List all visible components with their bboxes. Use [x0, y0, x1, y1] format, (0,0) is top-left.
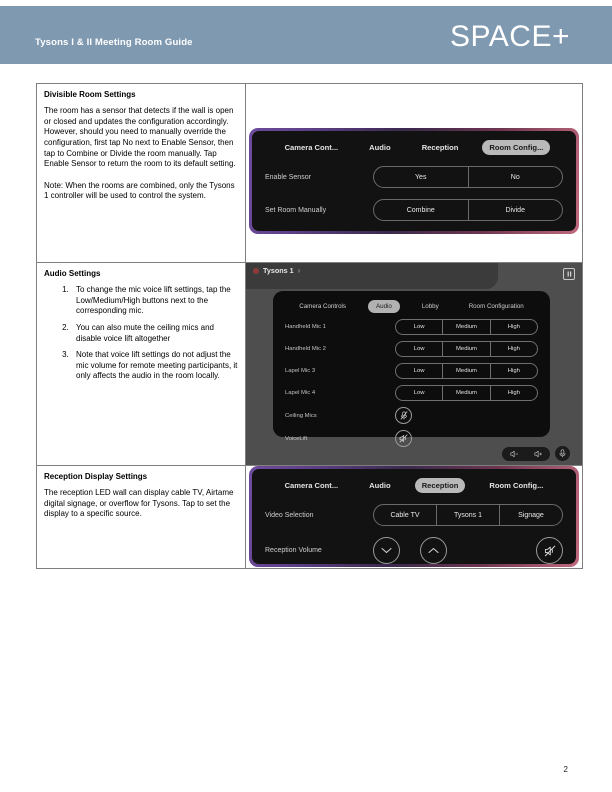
- table-row: [37, 84, 583, 263]
- enable-sensor-no-button[interactable]: No: [510, 173, 520, 181]
- room-config-screen: [252, 131, 576, 231]
- reception-screenshot-cell: [246, 466, 583, 569]
- handheld-mic-2-segmented-control: [395, 341, 538, 357]
- lapel-mic-4-segmented-control: [395, 385, 538, 401]
- tab-audio[interactable]: Audio: [369, 481, 391, 490]
- section-title: Divisible Room Settings: [44, 90, 136, 99]
- tab-audio[interactable]: Audio: [368, 300, 400, 313]
- room-name-label: Tysons 1: [263, 266, 294, 275]
- tysons-1-button[interactable]: Tysons 1: [437, 505, 500, 525]
- divisible-room-settings-cell: [37, 84, 246, 263]
- audio-panel: [246, 263, 582, 465]
- reception-volume-row: [252, 537, 576, 564]
- enable-sensor-yes-button[interactable]: Yes: [374, 167, 469, 187]
- mic2-medium-button[interactable]: Medium: [443, 342, 490, 356]
- reception-screen: [252, 469, 576, 564]
- list-item: 1. To change the mic voice lift settings, tap the Low/Medium/High buttons next to the corresponding mic.: [71, 285, 238, 317]
- combine-button[interactable]: Combine: [374, 200, 469, 220]
- list-item: 3. Note that voice lift settings do not adjust the mic volume for remote meeting participants, it only affects the audio in the room locally.: [71, 350, 238, 382]
- tab-camera-controls[interactable]: Camera Cont...: [284, 143, 339, 152]
- page-title: Tysons I & II Meeting Room Guide: [35, 37, 193, 48]
- mic-label: Handheld Mic 1: [285, 324, 326, 330]
- mic2-low-button[interactable]: Low: [396, 342, 443, 356]
- handheld-mic-2-row: [273, 341, 550, 357]
- audio-screenshot-cell: [246, 263, 583, 466]
- record-dot-icon: [253, 268, 259, 274]
- mic4-medium-button[interactable]: Medium: [443, 386, 490, 400]
- volume-pill: [502, 447, 550, 461]
- reception-display-settings-cell: [37, 466, 246, 569]
- tab-reception[interactable]: Reception: [415, 478, 466, 493]
- tab-audio[interactable]: Audio: [369, 143, 391, 152]
- room-config-tabbar: [252, 131, 576, 155]
- reception-volume-label: Reception Volume: [265, 547, 322, 554]
- chevron-up-icon[interactable]: [420, 537, 447, 564]
- section-note: Note: When the rooms are combined, only the Tysons 1 controller will be used to control the system.: [44, 180, 235, 201]
- audio-control-card: [273, 291, 550, 442]
- set-room-manually-segmented-control: [373, 199, 563, 221]
- mic-label: Lapel Mic 4: [285, 390, 316, 396]
- tab-room-configuration[interactable]: Room Config...: [489, 481, 544, 490]
- room-config-screenshot-cell: [246, 84, 583, 263]
- tab-reception[interactable]: Reception: [421, 143, 459, 152]
- handheld-mic-1-segmented-control: [395, 319, 538, 335]
- mic3-medium-button[interactable]: Medium: [443, 364, 490, 378]
- cable-tv-button[interactable]: Cable TV: [374, 505, 437, 525]
- mic3-low-button[interactable]: Low: [396, 364, 443, 378]
- ceiling-mics-row: [273, 407, 550, 424]
- table-row: [37, 263, 583, 466]
- volume-up-icon[interactable]: [534, 450, 543, 458]
- signage-button[interactable]: Signage: [518, 511, 544, 519]
- pause-glyph: [567, 271, 572, 277]
- reception-volume-controls: [373, 537, 563, 564]
- reception-tabbar: [252, 469, 576, 493]
- mic4-high-button[interactable]: High: [507, 390, 520, 396]
- video-selection-label: Video Selection: [265, 511, 314, 519]
- audio-device-footer: [502, 446, 570, 461]
- video-selection-segmented-control: [373, 504, 563, 526]
- mic1-low-button[interactable]: Low: [396, 320, 443, 334]
- section-paragraph: The room has a sensor that detects if the wall is open or closed and updates the configuration accordingly. However, should you need to manually override the configuration, first tap No next to Enable Sensor, then tap to Combine or Divide the room manually. Tap Enable Sensor to return the room to its default setting.: [44, 106, 236, 169]
- reception-panel: [249, 466, 579, 567]
- room-indicator: [253, 266, 300, 275]
- section-paragraph: The reception LED wall can display cable TV, Airtame digital signage, or overflow for Tysons. Tap to set the display to a specific source.: [44, 488, 234, 519]
- list-item: 2. You can also mute the ceiling mics and disable voice lift altogether: [71, 323, 238, 344]
- lapel-mic-3-segmented-control: [395, 363, 538, 379]
- table-row: [37, 466, 583, 569]
- guide-table: [36, 83, 583, 569]
- chevron-right-icon[interactable]: ›: [297, 266, 301, 275]
- mic-icon[interactable]: [555, 446, 570, 461]
- speaker-muted-icon[interactable]: [536, 537, 563, 564]
- chevron-down-icon[interactable]: [373, 537, 400, 564]
- brand-logo: SPACE+: [450, 20, 570, 53]
- audio-settings-cell: [37, 263, 246, 466]
- section-title: Reception Display Settings: [44, 472, 148, 481]
- mic1-high-button[interactable]: High: [507, 324, 520, 330]
- speaker-muted-icon[interactable]: [395, 430, 412, 447]
- ceiling-mics-label: Ceiling Mics: [285, 412, 317, 419]
- set-room-manually-row: [252, 199, 576, 221]
- section-title: Audio Settings: [44, 269, 101, 278]
- voicelift-row: [273, 430, 550, 447]
- mic-label: Handheld Mic 2: [285, 346, 326, 352]
- divide-button[interactable]: Divide: [505, 206, 525, 214]
- set-room-manually-label: Set Room Manually: [265, 206, 327, 214]
- volume-down-icon[interactable]: [510, 450, 519, 458]
- mic-label: Lapel Mic 3: [285, 368, 316, 374]
- voicelift-label: VoiceLift: [285, 435, 308, 442]
- handheld-mic-1-row: [273, 319, 550, 335]
- mic1-medium-button[interactable]: Medium: [443, 320, 490, 334]
- tab-room-configuration[interactable]: Room Config...: [482, 140, 550, 155]
- tab-camera-controls[interactable]: Camera Controls: [299, 303, 347, 310]
- audio-settings-list: [44, 285, 238, 382]
- video-selection-row: [252, 504, 576, 526]
- page-number: 2: [563, 765, 568, 774]
- mic3-high-button[interactable]: High: [507, 368, 520, 374]
- mic2-high-button[interactable]: High: [507, 346, 520, 352]
- tab-camera-controls[interactable]: Camera Cont...: [284, 481, 339, 490]
- audio-tabbar: [273, 291, 550, 313]
- mic-muted-icon[interactable]: [395, 407, 412, 424]
- pause-icon[interactable]: [563, 268, 575, 280]
- lapel-mic-4-row: [273, 385, 550, 401]
- room-config-panel: [249, 128, 579, 234]
- mic4-low-button[interactable]: Low: [396, 386, 443, 400]
- enable-sensor-segmented-control: [373, 166, 563, 188]
- tab-lobby[interactable]: Lobby: [421, 303, 439, 310]
- lapel-mic-3-row: [273, 363, 550, 379]
- tab-room-configuration[interactable]: Room Configuration: [468, 303, 524, 310]
- enable-sensor-label: Enable Sensor: [265, 173, 311, 181]
- enable-sensor-row: [252, 166, 576, 188]
